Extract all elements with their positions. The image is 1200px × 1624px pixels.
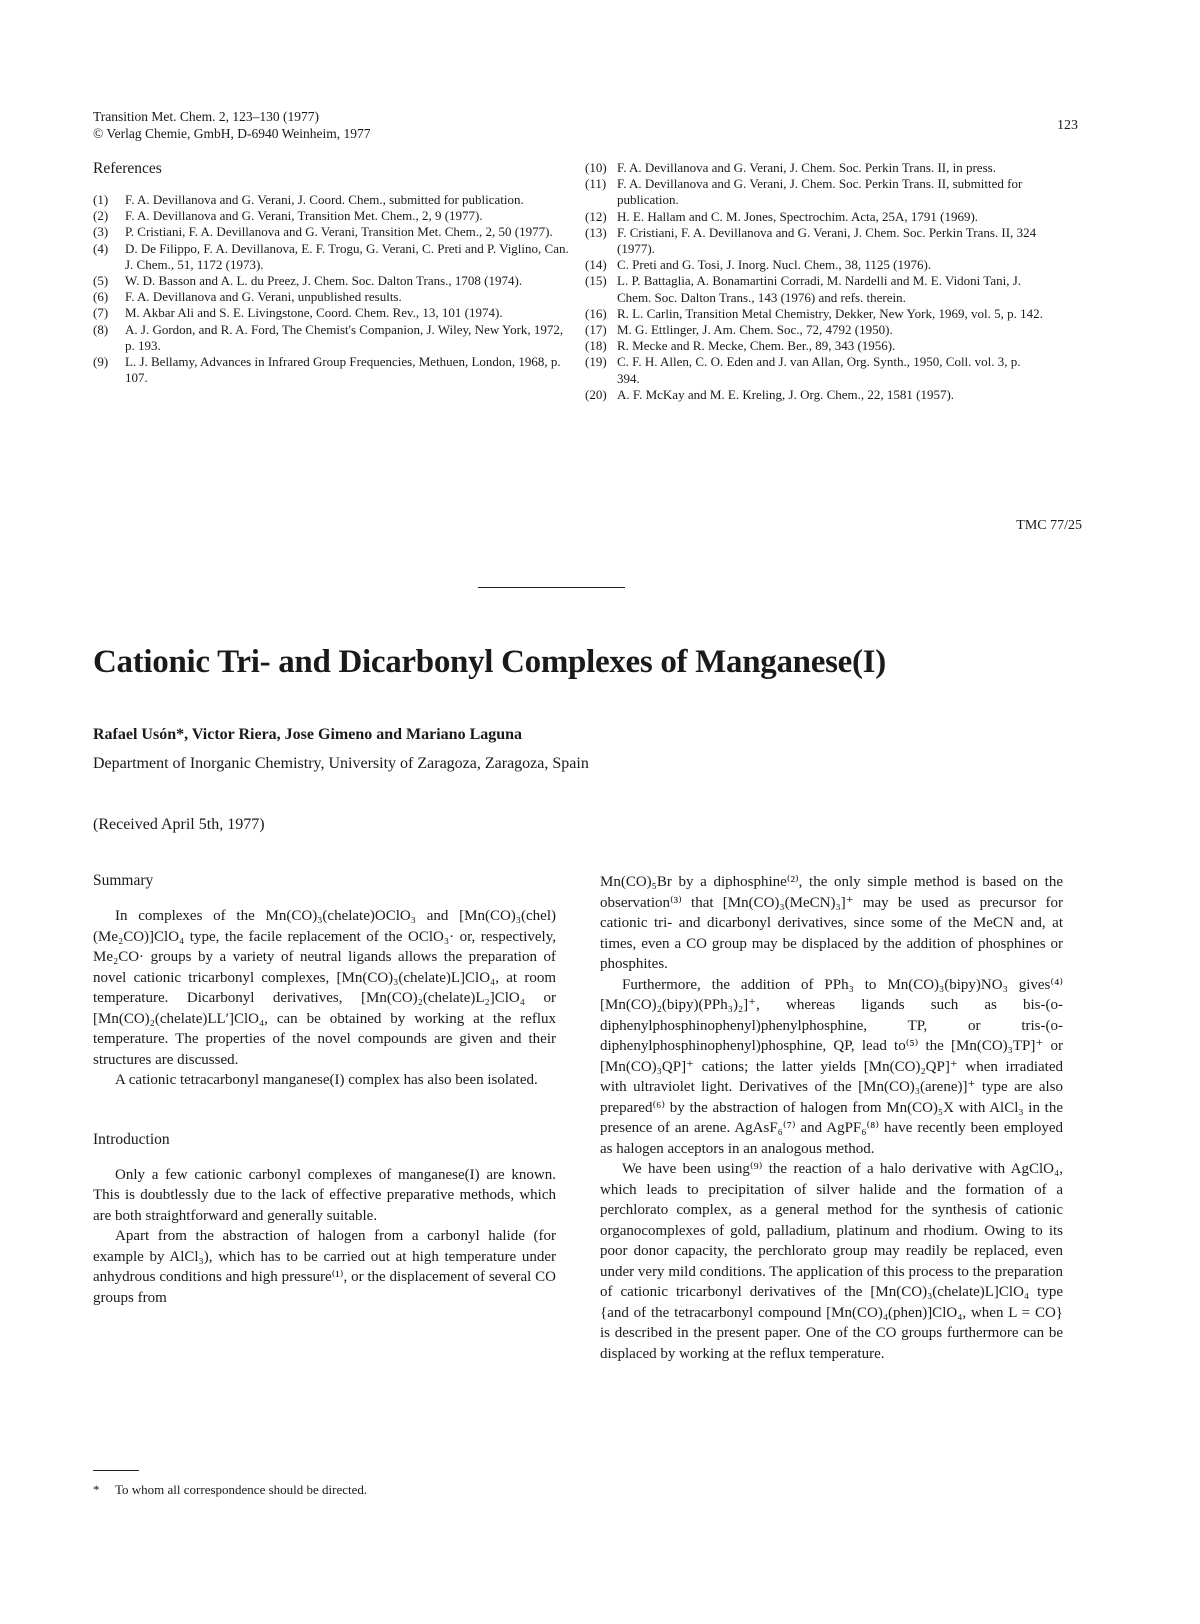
reference-number: (7) <box>93 305 109 321</box>
reference-item <box>585 306 1045 322</box>
reference-list-left <box>93 192 573 386</box>
article-title: Cationic Tri- and Dicarbonyl Complexes of Manganese(I) <box>93 644 886 680</box>
introduction-paragraph: Only a few cationic carbonyl complexes of manganese(I) are known. This is doubtlessly due to the lack of effective preparative methods, which are both straightforward and generally suitable. <box>93 1166 556 1224</box>
reference-text: L. P. Battaglia, A. Bonamartini Corradi, M. Nardelli and M. E. Vidoni Tani, J. Chem. Soc. Dalton Trans., 143 (1976) and refs. therein. <box>617 273 1022 305</box>
page-number: 123 <box>1057 118 1078 133</box>
reference-text: A. F. McKay and M. E. Kreling, J. Org. Chem., 22, 1581 (1957). <box>617 386 955 402</box>
reference-number: (13) <box>585 224 607 240</box>
reference-number: (11) <box>585 176 607 192</box>
reference-number: (17) <box>585 322 607 338</box>
reference-text: F. A. Devillanova and G. Verani, Transition Met. Chem., 2, 9 (1977). <box>125 208 483 224</box>
body-paragraph: Furthermore, the addition of PPh₃ to Mn(CO)₃(bipy)NO₃ gives⁽⁴⁾ [Mn(CO)₂(bipy)(PPh₃)₂]⁺, whereas ligands such as bis-(o-diphenylphosphinophenyl)phenylphosphine, TP, or tris-(o-diphenylphosphinophenyl)phosphine, QP, lead to⁽⁵⁾ the [Mn(CO)₃TP]⁺ or [Mn(CO)₃QP]⁺ cations; the latter yields [Mn(CO)₂QP]⁺ when irradiated with ultraviolet light. Derivatives of the [Mn(CO)₃(arene)]⁺ type are also prepared⁽⁶⁾ by the abstraction of halogen from Mn(CO)₅X with AlCl₃ in the presence of an arene. AgAsF₆⁽⁷⁾ and AgPF₆⁽⁸⁾ have recently been employed as halogen acceptors in an analogous method. <box>600 976 1063 1157</box>
reference-item <box>585 257 1045 273</box>
reference-item <box>585 209 1045 225</box>
reference-number: (10) <box>585 160 607 175</box>
article-code: TMC 77/25 <box>1016 518 1082 533</box>
footnote <box>93 1482 367 1498</box>
reference-number: (2) <box>93 208 109 224</box>
body-left-column <box>93 872 556 1308</box>
introduction-paragraph: Apart from the abstraction of halogen from a carbonyl halide (for example by AlCl₃), which has to be carried out at high temperature under anhydrous conditions and high pressure⁽¹⁾, or the displacement of several CO groups from <box>93 1228 556 1306</box>
reference-item <box>585 387 1045 403</box>
reference-item <box>93 273 573 289</box>
reference-text: H. E. Hallam and C. M. Jones, Spectrochim. Acta, 25A, 1791 (1969). <box>617 208 979 224</box>
reference-item <box>585 176 1045 208</box>
references-heading: References <box>93 160 162 177</box>
reference-number: (12) <box>585 208 607 224</box>
reference-text: F. Cristiani, F. A. Devillanova and G. Verani, J. Chem. Soc. Perkin Trans. II, 324 (1977). <box>617 224 1037 257</box>
reference-text: M. Akbar Ali and S. E. Livingstone, Coord. Chem. Rev., 13, 101 (1974). <box>125 305 503 321</box>
reference-item <box>585 354 1045 386</box>
reference-number: (19) <box>585 354 607 370</box>
reference-text: F. A. Devillanova and G. Verani, J. Chem. Soc. Perkin Trans. II, submitted for publication. <box>617 176 1023 208</box>
reference-text: F. A. Devillanova and G. Verani, unpublished results. <box>125 289 402 305</box>
introduction-heading: Introduction <box>93 1130 170 1148</box>
reference-item <box>93 192 573 208</box>
reference-text: F. A. Devillanova and G. Verani, J. Chem. Soc. Perkin Trans. II, in press. <box>617 160 996 175</box>
reference-number: (14) <box>585 257 607 273</box>
reference-item <box>585 160 1045 176</box>
reference-number: (6) <box>93 289 109 305</box>
reference-item <box>93 354 573 386</box>
body-paragraph: We have been using⁽⁹⁾ the reaction of a halo derivative with AgClO₄, which leads to precipitation of silver halide and the formation of a perchlorato complex, as a general method for the synthesis of cationic organocomplexes of gold, palladium, platinum and rhodium. Owing to its poor donor capacity, the perchlorato group may readily be replaced, even under very mild conditions. The application of this process to the preparation of cationic tricarbonyl derivatives of the [Mn(CO)₃(chelate)L]ClO₄ type {and of the tetracarbonyl compound [Mn(CO)₄(phen)]ClO₄, when L = CO} is described in the present paper. One of the CO groups furthermore can be displaced by working at the reflux temperature. <box>600 1161 1063 1362</box>
reference-item <box>585 225 1045 257</box>
reference-number: (5) <box>93 273 109 289</box>
author-list: Rafael Usón*, Victor Riera, Jose Gimeno and Mariano Laguna <box>93 726 523 743</box>
reference-text: M. G. Ettlinger, J. Am. Chem. Soc., 72, 4792 (1950). <box>617 322 893 338</box>
reference-text: W. D. Basson and A. L. du Preez, J. Chem. Soc. Dalton Trans., 1708 (1974). <box>125 273 523 289</box>
summary-paragraph: A cationic tetracarbonyl manganese(I) complex has also been isolated. <box>115 1072 538 1088</box>
reference-list-right <box>585 160 1045 403</box>
reference-text: L. J. Bellamy, Advances in Infrared Group Frequencies, Methuen, London, 1968, p. 107. <box>125 354 561 386</box>
reference-text: C. F. H. Allen, C. O. Eden and J. van Allan, Org. Synth., 1950, Coll. vol. 3, p. 394. <box>617 354 1021 386</box>
reference-number: (3) <box>93 224 109 240</box>
journal-header <box>93 108 371 142</box>
reference-item <box>93 289 573 305</box>
reference-text: A. J. Gordon, and R. A. Ford, The Chemist's Companion, J. Wiley, New York, 1972, p. 193. <box>125 321 564 353</box>
reference-item <box>585 338 1045 354</box>
reference-text: C. Preti and G. Tosi, J. Inorg. Nucl. Chem., 38, 1125 (1976). <box>617 257 932 273</box>
reference-number: (15) <box>585 273 607 289</box>
reference-text: D. De Filippo, F. A. Devillanova, E. F. Trogu, G. Verani, C. Preti and P. Viglino, Can. J. Chem., 51, 1172 (1973). <box>125 240 569 272</box>
references-right-column <box>585 160 1045 403</box>
reference-number: (1) <box>93 192 109 207</box>
body-right-column <box>600 872 1063 1364</box>
article-separator <box>478 587 625 588</box>
reference-number: (18) <box>585 338 607 354</box>
affiliation: Department of Inorganic Chemistry, University of Zaragoza, Zaragoza, Spain <box>93 755 589 772</box>
references-left-column <box>93 160 573 386</box>
reference-text: P. Cristiani, F. A. Devillanova and G. Verani, Transition Met. Chem., 2, 50 (1977). <box>125 224 553 240</box>
reference-number: (9) <box>93 354 109 370</box>
footnote-rule <box>93 1470 139 1471</box>
reference-number: (8) <box>93 321 109 337</box>
summary-paragraph: In complexes of the Mn(CO)₃(chelate)OClO₃ and [Mn(CO)₃(chel)(Me₂CO)]ClO₄ type, the facile replacement of the OClO₃· or, respectively, Me₂CO· groups by a variety of neutral ligands allows the preparation of novel cationic tricarbonyl complexes, [Mn(CO)₃(chelate)L]ClO₄, at room temperature. Dicarbonyl derivatives, [Mn(CO)₂(chelate)L₂]ClO₄ or [Mn(CO)₂(chelate)LL′]ClO₄, can be obtained by working at the reflux temperature. The properties of the novel compounds are given and their structures are discussed. <box>93 908 556 1068</box>
journal-citation: Transition Met. Chem. 2, 123–130 (1977) <box>93 109 319 124</box>
reference-number: (4) <box>93 240 109 256</box>
footnote-text: To whom all correspondence should be directed. <box>115 1482 368 1497</box>
received-date: (Received April 5th, 1977) <box>93 816 265 833</box>
reference-item <box>93 305 573 321</box>
reference-text: R. Mecke and R. Mecke, Chem. Ber., 89, 343 (1956). <box>617 338 896 354</box>
reference-item <box>585 273 1045 305</box>
reference-number: (20) <box>585 386 607 402</box>
summary-heading: Summary <box>93 872 154 889</box>
reference-text: F. A. Devillanova and G. Verani, J. Coord. Chem., submitted for publication. <box>125 192 524 207</box>
reference-item <box>93 322 573 354</box>
publisher-line: © Verlag Chemie, GmbH, D-6940 Weinheim, 1977 <box>93 126 371 141</box>
reference-text: R. L. Carlin, Transition Metal Chemistry, Dekker, New York, 1969, vol. 5, p. 142. <box>617 305 1043 321</box>
footnote-marker: * <box>93 1482 100 1497</box>
reference-item <box>93 208 573 224</box>
reference-item <box>585 322 1045 338</box>
body-paragraph: Mn(CO)₅Br by a diphosphine⁽²⁾, the only simple method is based on the observation⁽³⁾ that [Mn(CO)₃(MeCN)₃]⁺ may be used as precursor for cationic tri- and dicarbonyl derivatives, since some of the MeCN and, at times, even a CO group may be displaced by the addition of phosphines or phosphites. <box>600 874 1063 972</box>
reference-item <box>93 224 573 240</box>
reference-item <box>93 241 573 273</box>
reference-number: (16) <box>585 305 607 321</box>
